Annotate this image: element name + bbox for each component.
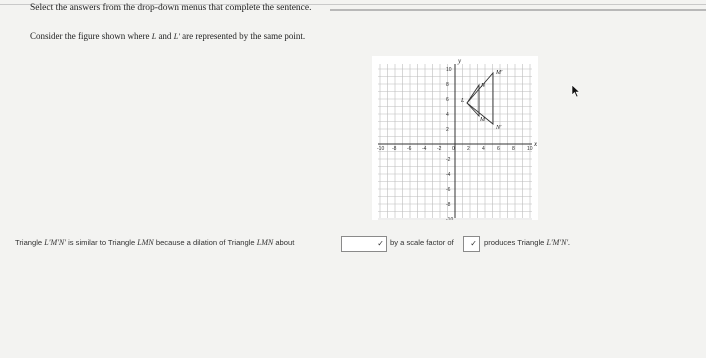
sentence-part4: about xyxy=(273,238,295,247)
x-axis-label: x xyxy=(534,140,538,148)
sentence-part1: Triangle xyxy=(15,238,45,247)
x-tick-label: 2 xyxy=(467,146,470,152)
sentence-tri3: LMN xyxy=(256,238,274,247)
y-tick-label: 6 xyxy=(446,97,449,103)
point-Lprime-label: L′ xyxy=(173,32,180,41)
label-L: L xyxy=(461,98,465,104)
x-tick-label: -6 xyxy=(407,146,412,152)
scale-factor-dropdown[interactable] xyxy=(463,236,480,252)
coordinate-graph xyxy=(372,56,538,220)
sentence-part5: by a scale factor of xyxy=(390,238,454,247)
x-tick-label: 10 xyxy=(527,146,533,152)
y-axis-label: y xyxy=(458,57,462,65)
prompt-text-after: are represented by the same point. xyxy=(179,31,306,41)
x-tick-label: -4 xyxy=(422,146,427,152)
x-tick-label: 6 xyxy=(497,146,500,152)
x-tick-label: -10 xyxy=(377,146,385,152)
label-N: N xyxy=(481,83,486,89)
y-tick-label: -2 xyxy=(446,157,451,163)
label-Mprime: M′ xyxy=(496,70,503,76)
y-tick-label: 4 xyxy=(446,112,449,118)
sentence-part3: because a dilation of Triangle xyxy=(153,238,257,247)
y-tick-label: 10 xyxy=(446,67,452,73)
x-tick-label: 8 xyxy=(512,146,515,152)
y-tick-label: 8 xyxy=(446,82,449,88)
sentence-part6: produces Triangle xyxy=(484,238,547,247)
sentence-tri1: L′M′N′ xyxy=(44,238,66,247)
instructions: Select the answers from the drop-down menus that complete the sentence. xyxy=(30,3,312,13)
sentence-final xyxy=(484,238,570,247)
sentence-tri2: LMN xyxy=(137,238,154,247)
prompt-and: and xyxy=(156,31,174,41)
answer-sentence xyxy=(15,236,705,256)
point-L-label: L xyxy=(151,32,157,41)
y-tick-label: -4 xyxy=(446,172,451,178)
label-M: M xyxy=(480,117,485,123)
x-tick-label: -2 xyxy=(437,146,442,152)
y-tick-label: 2 xyxy=(446,127,449,133)
x-tick-label: -8 xyxy=(392,146,397,152)
y-tick-label: -10 xyxy=(446,217,454,220)
chevron-down-icon: ✓ xyxy=(470,239,477,248)
sentence-triangle-lead xyxy=(15,238,294,247)
center-of-dilation-dropdown[interactable] xyxy=(341,236,387,252)
mouse-cursor-icon xyxy=(571,84,581,98)
problem-statement xyxy=(30,31,305,41)
x-tick-label: 4 xyxy=(482,146,485,152)
chevron-down-icon: ✓ xyxy=(377,239,384,248)
prompt-text-before: Consider the figure shown where xyxy=(30,31,152,41)
label-Nprime: N′ xyxy=(496,125,502,131)
sentence-tri4: L′M′N′. xyxy=(546,238,571,247)
top-rule-secondary xyxy=(330,9,706,11)
y-tick-label: -6 xyxy=(446,187,451,193)
x-tick-label: 0 xyxy=(452,146,455,152)
sentence-part2: is similar to Triangle xyxy=(65,238,138,247)
y-tick-label: -8 xyxy=(446,202,451,208)
